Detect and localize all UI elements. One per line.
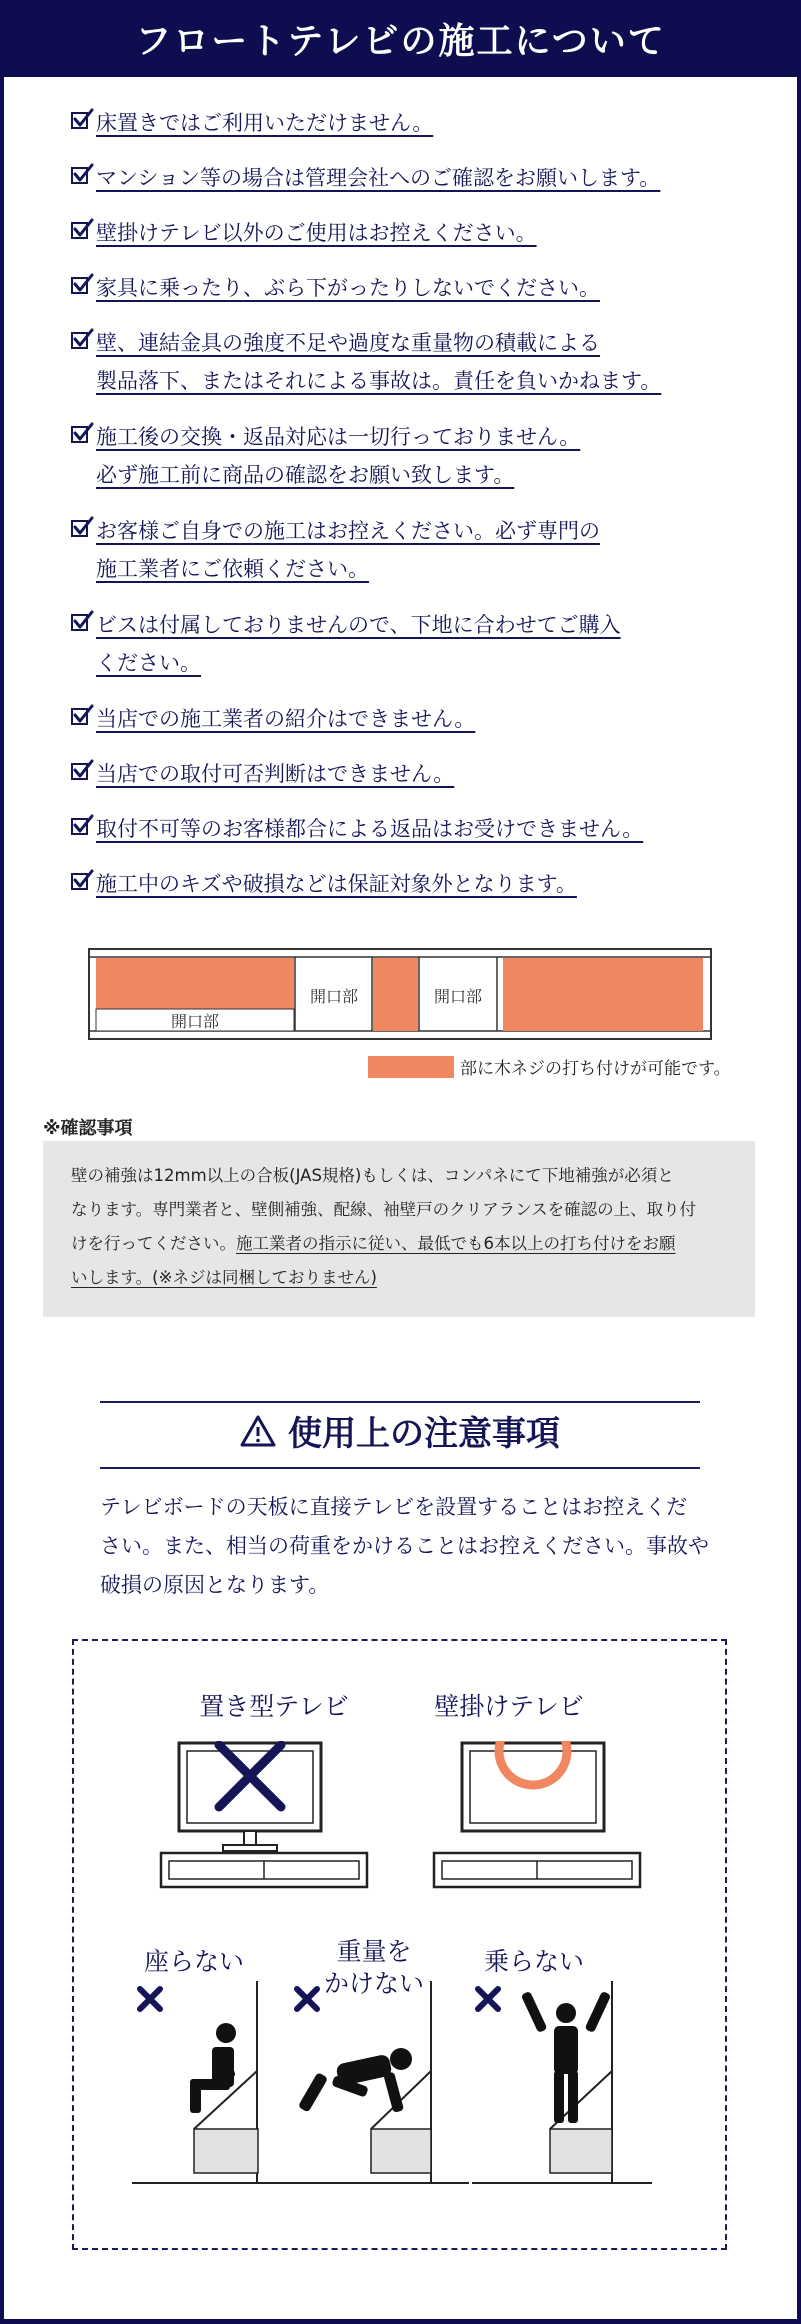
person-icon: [556, 2003, 576, 2023]
no-ride-label: 乗らない: [483, 1947, 584, 1976]
stand-tv-illustration: [159, 1741, 369, 1906]
precaution-item: [70, 755, 760, 810]
checkbox-checked-icon: [70, 759, 96, 783]
confirm-line-3a: けを行ってください。: [71, 1234, 236, 1253]
tv-stand-label: 置き型テレビ: [199, 1692, 349, 1721]
screwable-area-right: [503, 958, 703, 1031]
precaution-line: 家具に乗ったり、ぶら下がったりしないでください。: [96, 276, 600, 300]
legend-swatch: [368, 1056, 454, 1078]
no-sit-illustration: [132, 1971, 312, 2191]
precaution-item: [70, 159, 760, 214]
no-ride-illustration: [472, 1971, 652, 2191]
precaution-item: [70, 606, 760, 700]
precaution-item: [70, 700, 760, 755]
checkbox-checked-icon: [70, 704, 96, 728]
person-icon: [390, 2048, 412, 2070]
checkbox-checked-icon: [70, 273, 96, 297]
precaution-item: [70, 214, 760, 269]
precaution-text: [96, 214, 537, 252]
no-weight-label-2: かけない: [323, 1969, 424, 1998]
precaution-line: 当店での取付可否判断はできません。: [96, 762, 455, 786]
tv-wall-label: 壁掛けテレビ: [434, 1692, 584, 1721]
no-weight-illustration: [289, 1971, 469, 2191]
usage-divider-bottom: [100, 1467, 700, 1469]
precaution-text: [96, 512, 600, 588]
no-weight-label-1: 重量を: [336, 1937, 412, 1966]
screwable-area-left: [96, 958, 294, 1009]
confirm-line-4: いします。(※ネジは同梱しておりません): [71, 1268, 377, 1287]
precaution-line: 床置きではご利用いただけません。: [96, 111, 434, 135]
legend-text: 部に木ネジの打ち付けが可能です。: [460, 1059, 731, 1079]
wall-tv-illustration: [432, 1741, 642, 1906]
precaution-line: ください。: [96, 651, 201, 675]
precaution-text: [96, 104, 433, 142]
precaution-text: [96, 755, 454, 793]
precaution-item: [70, 512, 760, 606]
precaution-line: マンション等の場合は管理会社へのご確認をお願いします。: [96, 166, 661, 190]
checkbox-checked-icon: [70, 516, 96, 540]
confirm-line-1: 壁の補強は12mm以上の合板(JAS規格)もしくは、コンパネにて下地補強が必須と: [71, 1166, 674, 1185]
confirm-line-3b: 施工業者の指示に従い、最低でも6本以上の打ち付けをお願: [236, 1234, 676, 1253]
warning-icon: [240, 1414, 276, 1448]
precaution-text: [96, 606, 621, 682]
precaution-item: [70, 418, 760, 512]
usage-description: [100, 1488, 710, 1605]
screwable-area-center: [373, 958, 418, 1031]
precaution-line: 製品落下、またはそれによる事故は。責任を負いかねます。: [96, 369, 662, 393]
precaution-line: ビスは付属しておりませんので、下地に合わせてご購入: [96, 613, 621, 637]
precaution-line: 施工業者にご依頼ください。: [96, 557, 369, 581]
usage-line-2: さい。また、相当の荷重をかけることはお控えください。事故や: [100, 1534, 709, 1558]
precaution-item: [70, 865, 760, 920]
usage-divider-top: [100, 1401, 700, 1403]
page-title-banner: [0, 0, 801, 77]
precaution-line: 取付不可等のお客様都合による返品はお受けできません。: [96, 817, 644, 841]
precaution-text: [96, 324, 661, 400]
precaution-item: [70, 269, 760, 324]
precaution-text: [96, 418, 580, 494]
no-sit-label: 座らない: [143, 1947, 244, 1976]
confirm-line-2: なります。専門業者と、壁側補強、配線、袖壁戸のクリアランスを確認の上、取り付: [71, 1200, 697, 1219]
usage-illustration-box: [72, 1639, 727, 2250]
usage-line-3: 破損の原因となります。: [100, 1573, 330, 1597]
mounting-diagram: [88, 948, 712, 1040]
diagram-legend: [368, 1054, 731, 1079]
precautions-list: [70, 104, 760, 920]
precaution-item: [70, 324, 760, 418]
precaution-line: 施工後の交換・返品対応は一切行っておりません。: [96, 425, 581, 449]
usage-title: [100, 1406, 700, 1455]
precaution-text: [96, 700, 475, 738]
checkbox-checked-icon: [70, 328, 96, 352]
checkbox-checked-icon: [70, 610, 96, 634]
precaution-text: [96, 865, 577, 903]
precaution-text: [96, 810, 643, 848]
opening-label-left: 開口部: [170, 1012, 220, 1031]
precaution-text: [96, 269, 600, 307]
usage-line-1: テレビボードの天板に直接テレビを設置することはお控えくだ: [100, 1495, 688, 1519]
precaution-line: お客様ご自身での施工はお控えください。必ず専門の: [96, 519, 600, 543]
checkbox-checked-icon: [70, 218, 96, 242]
precaution-line: 壁、連結金具の強度不足や過度な重量物の積載による: [96, 331, 600, 355]
precaution-text: [96, 159, 660, 197]
person-icon: [216, 2023, 236, 2043]
opening-label-center-left: 開口部: [309, 987, 359, 1006]
precaution-line: 必ず施工前に商品の確認をお願い致します。: [96, 463, 515, 487]
usage-title-text: 使用上の注意事項: [288, 1414, 560, 1454]
precaution-item: [70, 810, 760, 865]
stand-tv-screen: [179, 1743, 321, 1831]
page-title: フロートテレビの施工について: [135, 20, 666, 62]
precaution-line: 施工中のキズや破損などは保証対象外となります。: [96, 872, 577, 896]
checkbox-checked-icon: [70, 163, 96, 187]
precaution-line: 当店での施工業者の紹介はできません。: [96, 707, 476, 731]
precaution-line: 壁掛けテレビ以外のご使用はお控えください。: [96, 221, 537, 245]
confirm-box: [43, 1141, 755, 1317]
precaution-item: [70, 104, 760, 159]
checkbox-checked-icon: [70, 814, 96, 838]
confirm-title: ※確認事項: [43, 1118, 133, 1139]
checkbox-checked-icon: [70, 108, 96, 132]
confirm-line-3: [71, 1227, 727, 1261]
opening-label-center-right: 開口部: [433, 987, 483, 1006]
checkbox-checked-icon: [70, 422, 96, 446]
checkbox-checked-icon: [70, 869, 96, 893]
